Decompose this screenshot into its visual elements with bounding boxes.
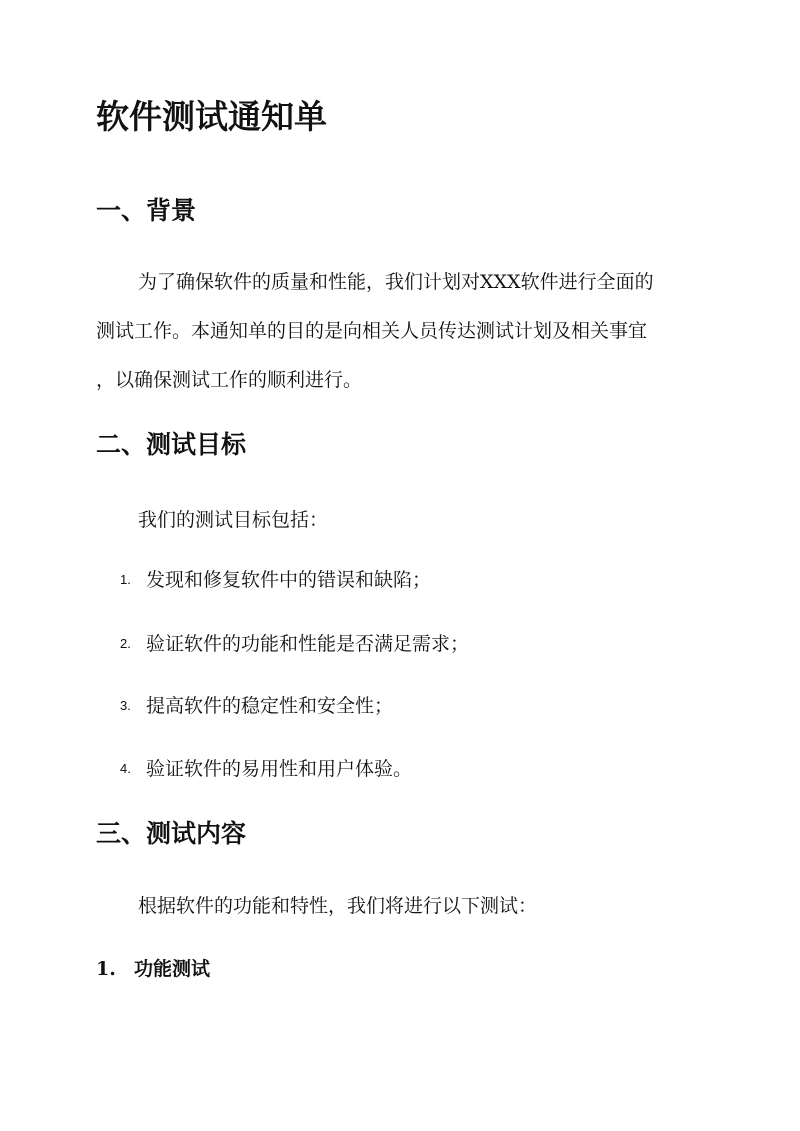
background-text-line-3: ，以确保测试工作的顺利进行。 <box>96 369 363 391</box>
section-heading-test-content: 三、测试内容 <box>96 819 247 848</box>
list-item <box>120 630 469 658</box>
subsection-title: 功能测试 <box>134 958 211 980</box>
background-text-line-1: 为了确保软件的质量和性能，我们计划对XXX软件进行全面的 <box>138 271 654 293</box>
list-item-text: 验证软件的功能和性能是否满足需求； <box>146 633 470 655</box>
background-text-line-2: 测试工作。本通知单的目的是向相关人员传达测试计划及相关事宜 <box>96 320 648 342</box>
section-heading-test-goals: 二、测试目标 <box>96 430 247 459</box>
list-item-text: 验证软件的易用性和用户体验。 <box>146 758 413 780</box>
section-heading-background: 一、背景 <box>96 196 197 225</box>
list-item-text: 提高软件的稳定性和安全性； <box>146 695 394 717</box>
document-title: 软件测试通知单 <box>96 97 327 136</box>
list-item <box>120 566 431 594</box>
subsection-heading-functional-test <box>96 955 210 983</box>
list-item-number: 4. <box>120 761 131 776</box>
test-goals-intro: 我们的测试目标包括： <box>138 509 329 531</box>
subsection-number: 1. <box>96 958 116 980</box>
list-item-number: 2. <box>120 636 131 651</box>
test-content-intro: 根据软件的功能和特性，我们将进行以下测试： <box>138 895 538 917</box>
list-item <box>120 692 393 720</box>
list-item-number: 1. <box>120 572 131 587</box>
list-item-text: 发现和修复软件中的错误和缺陷； <box>146 569 432 591</box>
list-item <box>120 755 412 783</box>
list-item-number: 3. <box>120 698 131 713</box>
